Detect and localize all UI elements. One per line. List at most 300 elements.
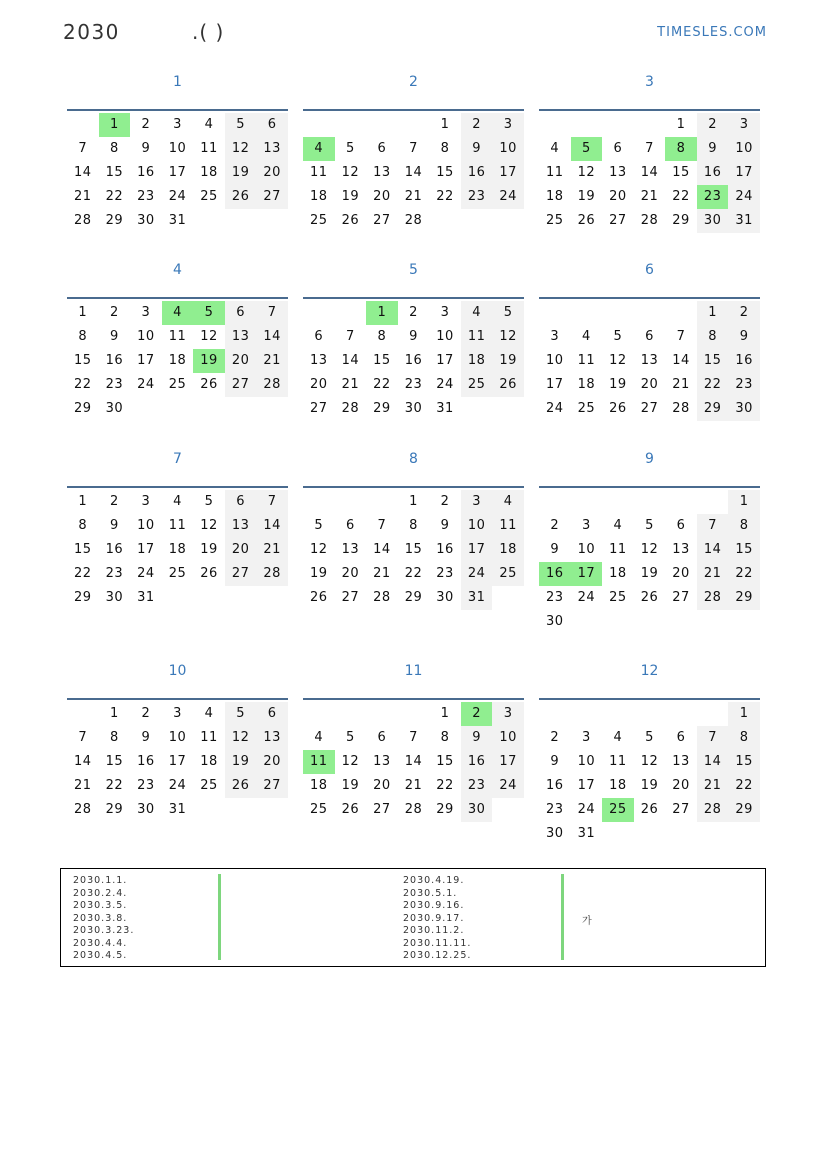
empty-day <box>665 610 697 634</box>
day-cell: 23 <box>137 778 155 793</box>
day-cell: 20 <box>256 161 288 185</box>
week-row <box>539 822 760 846</box>
day-cell: 17 <box>577 778 596 793</box>
day-cell: 13 <box>256 726 288 750</box>
day-cell: 11 <box>492 514 524 538</box>
empty-day <box>697 610 729 634</box>
day-cell: 19 <box>225 161 257 185</box>
week-row <box>303 349 524 373</box>
month-name: 5 <box>409 262 418 278</box>
empty-day <box>697 822 729 846</box>
holiday-date: 2030.3.5. <box>73 900 128 911</box>
day-cell: 7 <box>377 518 387 533</box>
day-cell: 8 <box>377 329 387 344</box>
day-cell: 20 <box>373 189 391 204</box>
empty-day <box>602 822 634 846</box>
day-cell: 7 <box>256 301 288 325</box>
day-cell: 6 <box>314 329 324 344</box>
day-cell: 22 <box>373 377 391 392</box>
day-cell: 16 <box>728 349 760 373</box>
month-name: 2 <box>409 74 418 90</box>
day-cell: 23 <box>461 774 493 798</box>
day-cell: 29 <box>404 590 423 605</box>
day-cell: 20 <box>672 566 690 581</box>
week-row <box>539 562 760 586</box>
day-cell: 27 <box>225 373 257 397</box>
month-grid <box>67 486 288 610</box>
day-cell: 12 <box>577 165 596 180</box>
day-cell: 31 <box>168 213 187 228</box>
day-cell: 20 <box>640 377 659 392</box>
day-cell: 26 <box>200 377 218 392</box>
holiday-list-left <box>73 875 134 963</box>
day-cell: 26 <box>341 802 360 817</box>
day-cell: 24 <box>137 377 155 392</box>
week-row <box>539 373 760 397</box>
day-cell: 9 <box>141 141 151 156</box>
day-cell: 30 <box>546 614 564 629</box>
day-cell: 14 <box>672 353 690 368</box>
day-cell: 25 <box>492 562 524 586</box>
day-cell: 26 <box>310 590 328 605</box>
day-cell: 13 <box>256 137 288 161</box>
month-grid <box>303 297 524 421</box>
empty-day <box>256 586 288 610</box>
day-cell: 21 <box>256 349 288 373</box>
week-row <box>539 726 760 750</box>
day-cell: 13 <box>373 165 391 180</box>
day-cell: 23 <box>105 566 124 581</box>
day-cell: 23 <box>546 590 564 605</box>
day-cell: 5 <box>571 137 603 161</box>
day-cell: 16 <box>697 161 729 185</box>
day-cell: 28 <box>74 213 92 228</box>
empty-day <box>335 113 367 137</box>
day-cell: 22 <box>436 189 454 204</box>
day-cell: 3 <box>440 305 450 320</box>
month-name: 4 <box>173 262 182 278</box>
day-cell: 12 <box>341 754 360 769</box>
week-row <box>303 161 524 185</box>
week-row <box>303 397 524 421</box>
day-cell: 21 <box>373 566 391 581</box>
week-row <box>67 726 288 750</box>
day-cell: 28 <box>373 590 391 605</box>
day-cell: 18 <box>200 165 218 180</box>
week-row <box>303 586 524 610</box>
day-cell: 25 <box>602 798 634 822</box>
week-row <box>303 185 524 209</box>
site-logo[interactable]: TIMESLES.COM <box>657 25 767 40</box>
day-cell: 19 <box>640 778 659 793</box>
empty-day <box>461 209 493 233</box>
day-cell: 3 <box>728 113 760 137</box>
day-cell: 6 <box>676 730 686 745</box>
day-cell: 15 <box>404 542 423 557</box>
day-cell: 24 <box>546 401 564 416</box>
week-row <box>303 490 524 514</box>
day-cell: 15 <box>728 750 760 774</box>
day-cell: 31 <box>461 586 493 610</box>
empty-day <box>665 301 697 325</box>
month-grid <box>303 486 524 610</box>
day-cell: 14 <box>404 165 423 180</box>
day-cell: 25 <box>200 189 218 204</box>
day-cell: 7 <box>645 141 654 156</box>
day-cell: 16 <box>461 161 493 185</box>
empty-day <box>193 586 225 610</box>
day-cell: 26 <box>640 590 659 605</box>
day-cell: 23 <box>436 566 454 581</box>
day-cell: 11 <box>577 353 596 368</box>
day-cell: 19 <box>577 189 596 204</box>
month-name: 11 <box>404 663 423 679</box>
day-cell: 29 <box>373 401 391 416</box>
day-cell: 11 <box>200 141 218 156</box>
empty-day <box>335 301 367 325</box>
day-cell: 21 <box>672 377 690 392</box>
day-cell: 24 <box>461 562 493 586</box>
day-cell: 16 <box>461 750 493 774</box>
day-cell: 30 <box>105 590 124 605</box>
month-grid <box>539 297 760 421</box>
day-cell: 25 <box>546 213 564 228</box>
week-row <box>303 798 524 822</box>
day-cell: 6 <box>225 301 257 325</box>
day-cell: 12 <box>492 325 524 349</box>
day-cell: 22 <box>404 566 423 581</box>
day-cell: 18 <box>577 377 596 392</box>
day-cell: 1 <box>366 301 398 325</box>
month-name: 8 <box>409 451 418 467</box>
month-name: 10 <box>168 663 187 679</box>
day-cell: 8 <box>78 329 88 344</box>
day-cell: 23 <box>728 373 760 397</box>
day-cell: 13 <box>341 542 360 557</box>
day-cell: 16 <box>137 754 155 769</box>
day-cell: 30 <box>546 826 564 841</box>
day-cell: 26 <box>609 401 627 416</box>
empty-day <box>539 301 571 325</box>
day-cell: 6 <box>645 329 654 344</box>
day-cell: 3 <box>461 490 493 514</box>
day-cell: 12 <box>225 726 257 750</box>
empty-day <box>602 113 634 137</box>
day-cell: 28 <box>697 798 729 822</box>
day-cell: 2 <box>697 113 729 137</box>
day-cell: 9 <box>697 137 729 161</box>
day-cell: 17 <box>492 161 524 185</box>
month-grid <box>67 698 288 822</box>
day-cell: 19 <box>492 349 524 373</box>
week-row <box>67 562 288 586</box>
day-cell: 25 <box>577 401 596 416</box>
day-cell: 20 <box>373 778 391 793</box>
day-cell: 2 <box>409 305 418 320</box>
day-cell: 26 <box>492 373 524 397</box>
empty-day <box>429 209 461 233</box>
day-cell: 20 <box>672 778 690 793</box>
day-cell: 3 <box>141 494 151 509</box>
empty-day <box>162 586 194 610</box>
day-cell: 9 <box>550 542 560 557</box>
month-grid <box>539 698 760 846</box>
day-cell: 1 <box>676 117 686 132</box>
day-cell: 4 <box>492 490 524 514</box>
week-row <box>303 538 524 562</box>
day-cell: 10 <box>168 141 187 156</box>
day-cell: 19 <box>200 542 218 557</box>
empty-day <box>335 490 367 514</box>
week-row <box>539 490 760 514</box>
week-row <box>539 610 760 634</box>
day-cell: 13 <box>609 165 627 180</box>
day-cell: 11 <box>310 165 328 180</box>
empty-day <box>492 209 524 233</box>
day-cell: 9 <box>440 518 450 533</box>
week-row <box>303 325 524 349</box>
day-cell: 4 <box>173 494 182 509</box>
day-cell: 25 <box>609 590 627 605</box>
day-cell: 30 <box>137 802 155 817</box>
week-row <box>67 586 288 610</box>
day-cell: 17 <box>137 542 155 557</box>
day-cell: 4 <box>581 329 591 344</box>
day-cell: 17 <box>168 754 187 769</box>
day-cell: 6 <box>676 518 686 533</box>
day-cell: 9 <box>461 137 493 161</box>
day-cell: 11 <box>609 754 627 769</box>
day-cell: 29 <box>436 802 454 817</box>
day-cell: 16 <box>105 353 124 368</box>
day-cell: 14 <box>373 542 391 557</box>
day-cell: 1 <box>728 490 760 514</box>
empty-day <box>665 702 697 726</box>
empty-day <box>193 209 225 233</box>
day-cell: 10 <box>492 137 524 161</box>
day-cell: 29 <box>74 401 92 416</box>
day-cell: 19 <box>193 349 225 373</box>
day-cell: 25 <box>310 213 328 228</box>
empty-day <box>634 610 666 634</box>
day-cell: 9 <box>409 329 418 344</box>
day-cell: 3 <box>581 730 591 745</box>
day-cell: 27 <box>373 213 391 228</box>
day-cell: 30 <box>105 401 124 416</box>
day-cell: 21 <box>697 774 729 798</box>
week-row <box>303 750 524 774</box>
day-cell: 4 <box>204 117 214 132</box>
day-cell: 17 <box>436 353 454 368</box>
day-cell: 15 <box>105 165 124 180</box>
day-cell: 13 <box>310 353 328 368</box>
day-cell: 20 <box>341 566 360 581</box>
week-row <box>539 397 760 421</box>
empty-day <box>67 113 99 137</box>
day-cell: 21 <box>404 778 423 793</box>
day-cell: 14 <box>256 325 288 349</box>
day-cell: 9 <box>728 325 760 349</box>
day-cell: 2 <box>141 117 151 132</box>
week-row <box>539 514 760 538</box>
day-cell: 3 <box>492 113 524 137</box>
week-row <box>67 209 288 233</box>
day-cell: 10 <box>546 353 564 368</box>
day-cell: 25 <box>168 566 187 581</box>
holiday-date: 2030.4.19. <box>403 875 465 886</box>
empty-day <box>571 610 603 634</box>
day-cell: 5 <box>645 518 654 533</box>
day-cell: 21 <box>341 377 360 392</box>
day-cell: 10 <box>461 514 493 538</box>
week-row <box>539 349 760 373</box>
day-cell: 28 <box>404 802 423 817</box>
day-cell: 6 <box>256 113 288 137</box>
day-cell: 8 <box>440 730 450 745</box>
day-cell: 7 <box>409 141 418 156</box>
day-cell: 9 <box>109 329 119 344</box>
day-cell: 18 <box>546 189 564 204</box>
empty-day <box>571 702 603 726</box>
week-row <box>539 209 760 233</box>
day-cell: 7 <box>345 329 355 344</box>
day-cell: 18 <box>168 353 187 368</box>
day-cell: 27 <box>672 802 690 817</box>
holiday-date: 2030.1.1. <box>73 875 128 886</box>
day-cell: 14 <box>256 514 288 538</box>
day-cell: 21 <box>256 538 288 562</box>
day-cell: 19 <box>341 189 360 204</box>
day-cell: 2 <box>461 702 493 726</box>
day-cell: 8 <box>728 514 760 538</box>
day-cell: 28 <box>697 586 729 610</box>
day-cell: 22 <box>105 189 124 204</box>
day-cell: 24 <box>577 802 596 817</box>
day-cell: 18 <box>310 189 328 204</box>
day-cell: 27 <box>341 590 360 605</box>
day-cell: 12 <box>225 137 257 161</box>
day-cell: 19 <box>310 566 328 581</box>
day-cell: 20 <box>310 377 328 392</box>
month-name: 12 <box>640 663 659 679</box>
day-cell: 21 <box>697 562 729 586</box>
empty-day <box>728 822 760 846</box>
day-cell: 15 <box>697 349 729 373</box>
day-cell: 23 <box>546 802 564 817</box>
day-cell: 25 <box>200 778 218 793</box>
month-name: 6 <box>645 262 654 278</box>
day-cell: 26 <box>225 774 257 798</box>
empty-day <box>225 209 257 233</box>
day-cell: 6 <box>377 141 387 156</box>
empty-day <box>602 610 634 634</box>
empty-day <box>539 490 571 514</box>
week-row <box>67 514 288 538</box>
day-cell: 11 <box>168 518 187 533</box>
empty-day <box>130 397 162 421</box>
day-cell: 5 <box>225 702 257 726</box>
page-header <box>0 0 827 60</box>
day-cell: 9 <box>109 518 119 533</box>
week-row <box>303 726 524 750</box>
week-row <box>303 702 524 726</box>
day-cell: 16 <box>105 542 124 557</box>
empty-day <box>571 301 603 325</box>
day-cell: 5 <box>492 301 524 325</box>
day-cell: 11 <box>200 730 218 745</box>
day-cell: 4 <box>162 301 194 325</box>
week-row <box>303 514 524 538</box>
empty-day <box>256 397 288 421</box>
day-cell: 23 <box>697 185 729 209</box>
empty-day <box>697 702 729 726</box>
month-grid <box>303 698 524 822</box>
day-cell: 1 <box>409 494 418 509</box>
empty-day <box>303 490 335 514</box>
empty-day <box>634 113 666 137</box>
day-cell: 11 <box>303 750 335 774</box>
day-cell: 10 <box>577 542 596 557</box>
day-cell: 18 <box>200 754 218 769</box>
day-cell: 30 <box>137 213 155 228</box>
day-cell: 24 <box>137 566 155 581</box>
week-row <box>303 562 524 586</box>
day-cell: 5 <box>345 141 355 156</box>
empty-day <box>303 113 335 137</box>
holiday-date: 2030.3.8. <box>73 912 128 924</box>
day-cell: 17 <box>168 165 187 180</box>
day-cell: 10 <box>492 726 524 750</box>
empty-day <box>634 490 666 514</box>
day-cell: 22 <box>697 373 729 397</box>
day-cell: 10 <box>137 518 155 533</box>
day-cell: 27 <box>256 185 288 209</box>
week-row <box>539 325 760 349</box>
day-cell: 18 <box>492 538 524 562</box>
empty-day <box>602 301 634 325</box>
day-cell: 28 <box>256 373 288 397</box>
day-cell: 11 <box>546 165 564 180</box>
day-cell: 6 <box>256 702 288 726</box>
day-cell: 2 <box>109 305 119 320</box>
day-cell: 17 <box>728 161 760 185</box>
day-cell: 1 <box>109 706 119 721</box>
week-row <box>539 702 760 726</box>
day-cell: 3 <box>581 518 591 533</box>
day-cell: 28 <box>74 802 92 817</box>
day-cell: 12 <box>640 542 659 557</box>
day-cell: 18 <box>168 542 187 557</box>
day-cell: 17 <box>137 353 155 368</box>
day-cell: 22 <box>728 774 760 798</box>
day-cell: 8 <box>109 730 119 745</box>
day-cell: 22 <box>728 562 760 586</box>
day-cell: 5 <box>225 113 257 137</box>
day-cell: 26 <box>200 566 218 581</box>
day-cell: 23 <box>137 189 155 204</box>
day-cell: 14 <box>640 165 659 180</box>
holiday-note: 가 <box>582 916 592 927</box>
day-cell: 21 <box>74 778 92 793</box>
day-cell: 14 <box>697 750 729 774</box>
week-row <box>539 586 760 610</box>
week-row <box>67 325 288 349</box>
day-cell: 15 <box>74 353 92 368</box>
empty-day <box>602 490 634 514</box>
day-cell: 22 <box>436 778 454 793</box>
day-cell: 16 <box>436 542 454 557</box>
day-cell: 1 <box>99 113 131 137</box>
